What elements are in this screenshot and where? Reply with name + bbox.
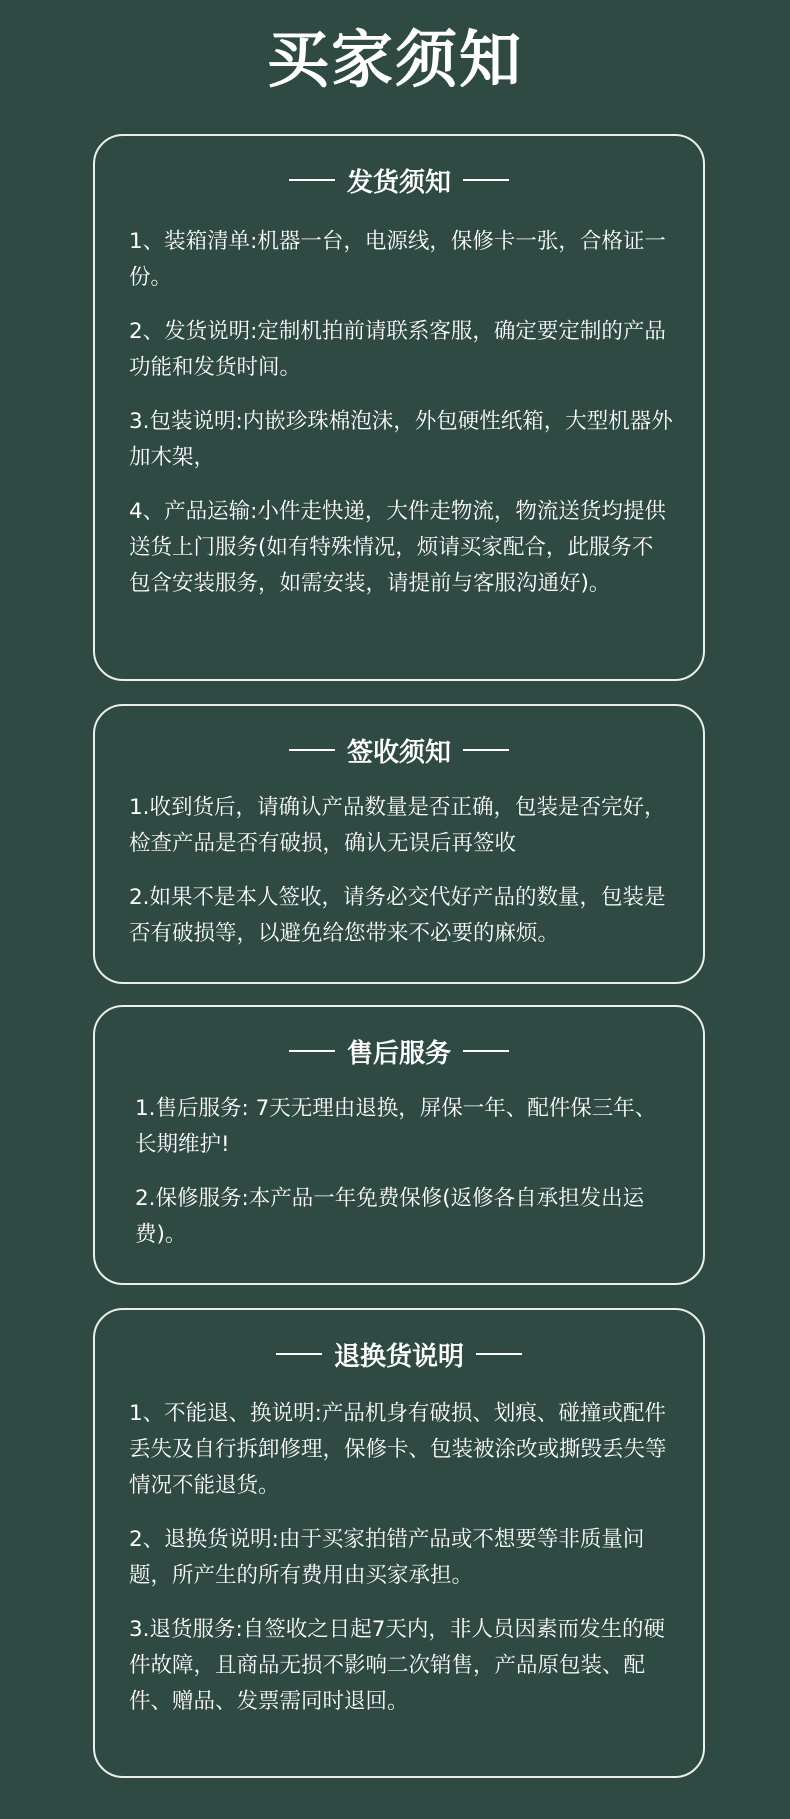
- page-title: 买家须知: [266, 23, 523, 96]
- heading-dash-left: [289, 179, 335, 181]
- returns-item-non-returnable: 1、不能退、换说明:产品机身有破损、划痕、碰撞或配件丢失及自行拆卸修理，保修卡、包装被涂改或撕毁丢失等情况不能退货。: [129, 1401, 667, 1498]
- after-sales-card: [93, 1005, 705, 1285]
- receipt-notice-card: [93, 704, 705, 984]
- returns-item-exchange-cost: 2、退换货说明:由于买家拍错产品或不想要等非质量问题，所产生的所有费用由买家承担。: [129, 1527, 645, 1588]
- heading-dash-left: [289, 749, 335, 751]
- receipt-item-proxy-sign: 2.如果不是本人签收，请务必交代好产品的数量，包装是否有破损等，以避免给您带来不必要的麻烦。: [129, 885, 666, 946]
- heading-dash-right: [463, 1050, 509, 1052]
- heading-dash-left: [276, 1353, 322, 1355]
- shipping-notice-heading: [95, 160, 703, 200]
- after-sales-item-warranty: 2.保修服务:本产品一年免费保修(返修各自承担发出运费)。: [135, 1186, 645, 1247]
- receipt-item-check: 1.收到货后，请确认产品数量是否正确，包装是否完好，检查产品是否有破损，确认无误后再签收: [129, 795, 666, 856]
- shipping-notice-title: 发货须知: [346, 167, 451, 198]
- shipping-item-transport: 4、产品运输:小件走快递，大件走物流，物流送货均提供送货上门服务(如有特殊情况，烦请买家配合，此服务不包含安装服务，如需安装，请提前与客服沟通好)。: [129, 499, 666, 596]
- after-sales-heading: [95, 1031, 703, 1071]
- heading-dash-left: [289, 1050, 335, 1052]
- receipt-notice-title: 签收须知: [346, 737, 451, 768]
- heading-dash-right: [463, 749, 509, 751]
- shipping-item-delivery-note: 2、发货说明:定制机拍前请联系客服，确定要定制的产品功能和发货时间。: [129, 319, 666, 380]
- heading-dash-right: [476, 1353, 522, 1355]
- receipt-notice-heading: [95, 730, 703, 770]
- after-sales-item-service: 1.售后服务: 7天无理由退换，屏保一年、配件保三年、长期维护!: [135, 1096, 657, 1157]
- returns-card: [93, 1308, 705, 1778]
- shipping-item-packaging: 3.包装说明:内嵌珍珠棉泡沫，外包硬性纸箱，大型机器外加木架，: [129, 409, 673, 470]
- returns-title: 退换货说明: [333, 1341, 464, 1372]
- shipping-item-packing-list: 1、装箱清单:机器一台，电源线，保修卡一张，合格证一份。: [129, 229, 666, 290]
- heading-dash-right: [463, 179, 509, 181]
- returns-heading: [95, 1334, 703, 1374]
- shipping-notice-card: [93, 134, 705, 681]
- returns-item-return-service: 3.退货服务:自签收之日起7天内，非人员因素而发生的硬件故障，且商品无损不影响二次销售，产品原包装、配件、赠品、发票需同时退回。: [129, 1617, 665, 1714]
- after-sales-title: 售后服务: [346, 1038, 451, 1069]
